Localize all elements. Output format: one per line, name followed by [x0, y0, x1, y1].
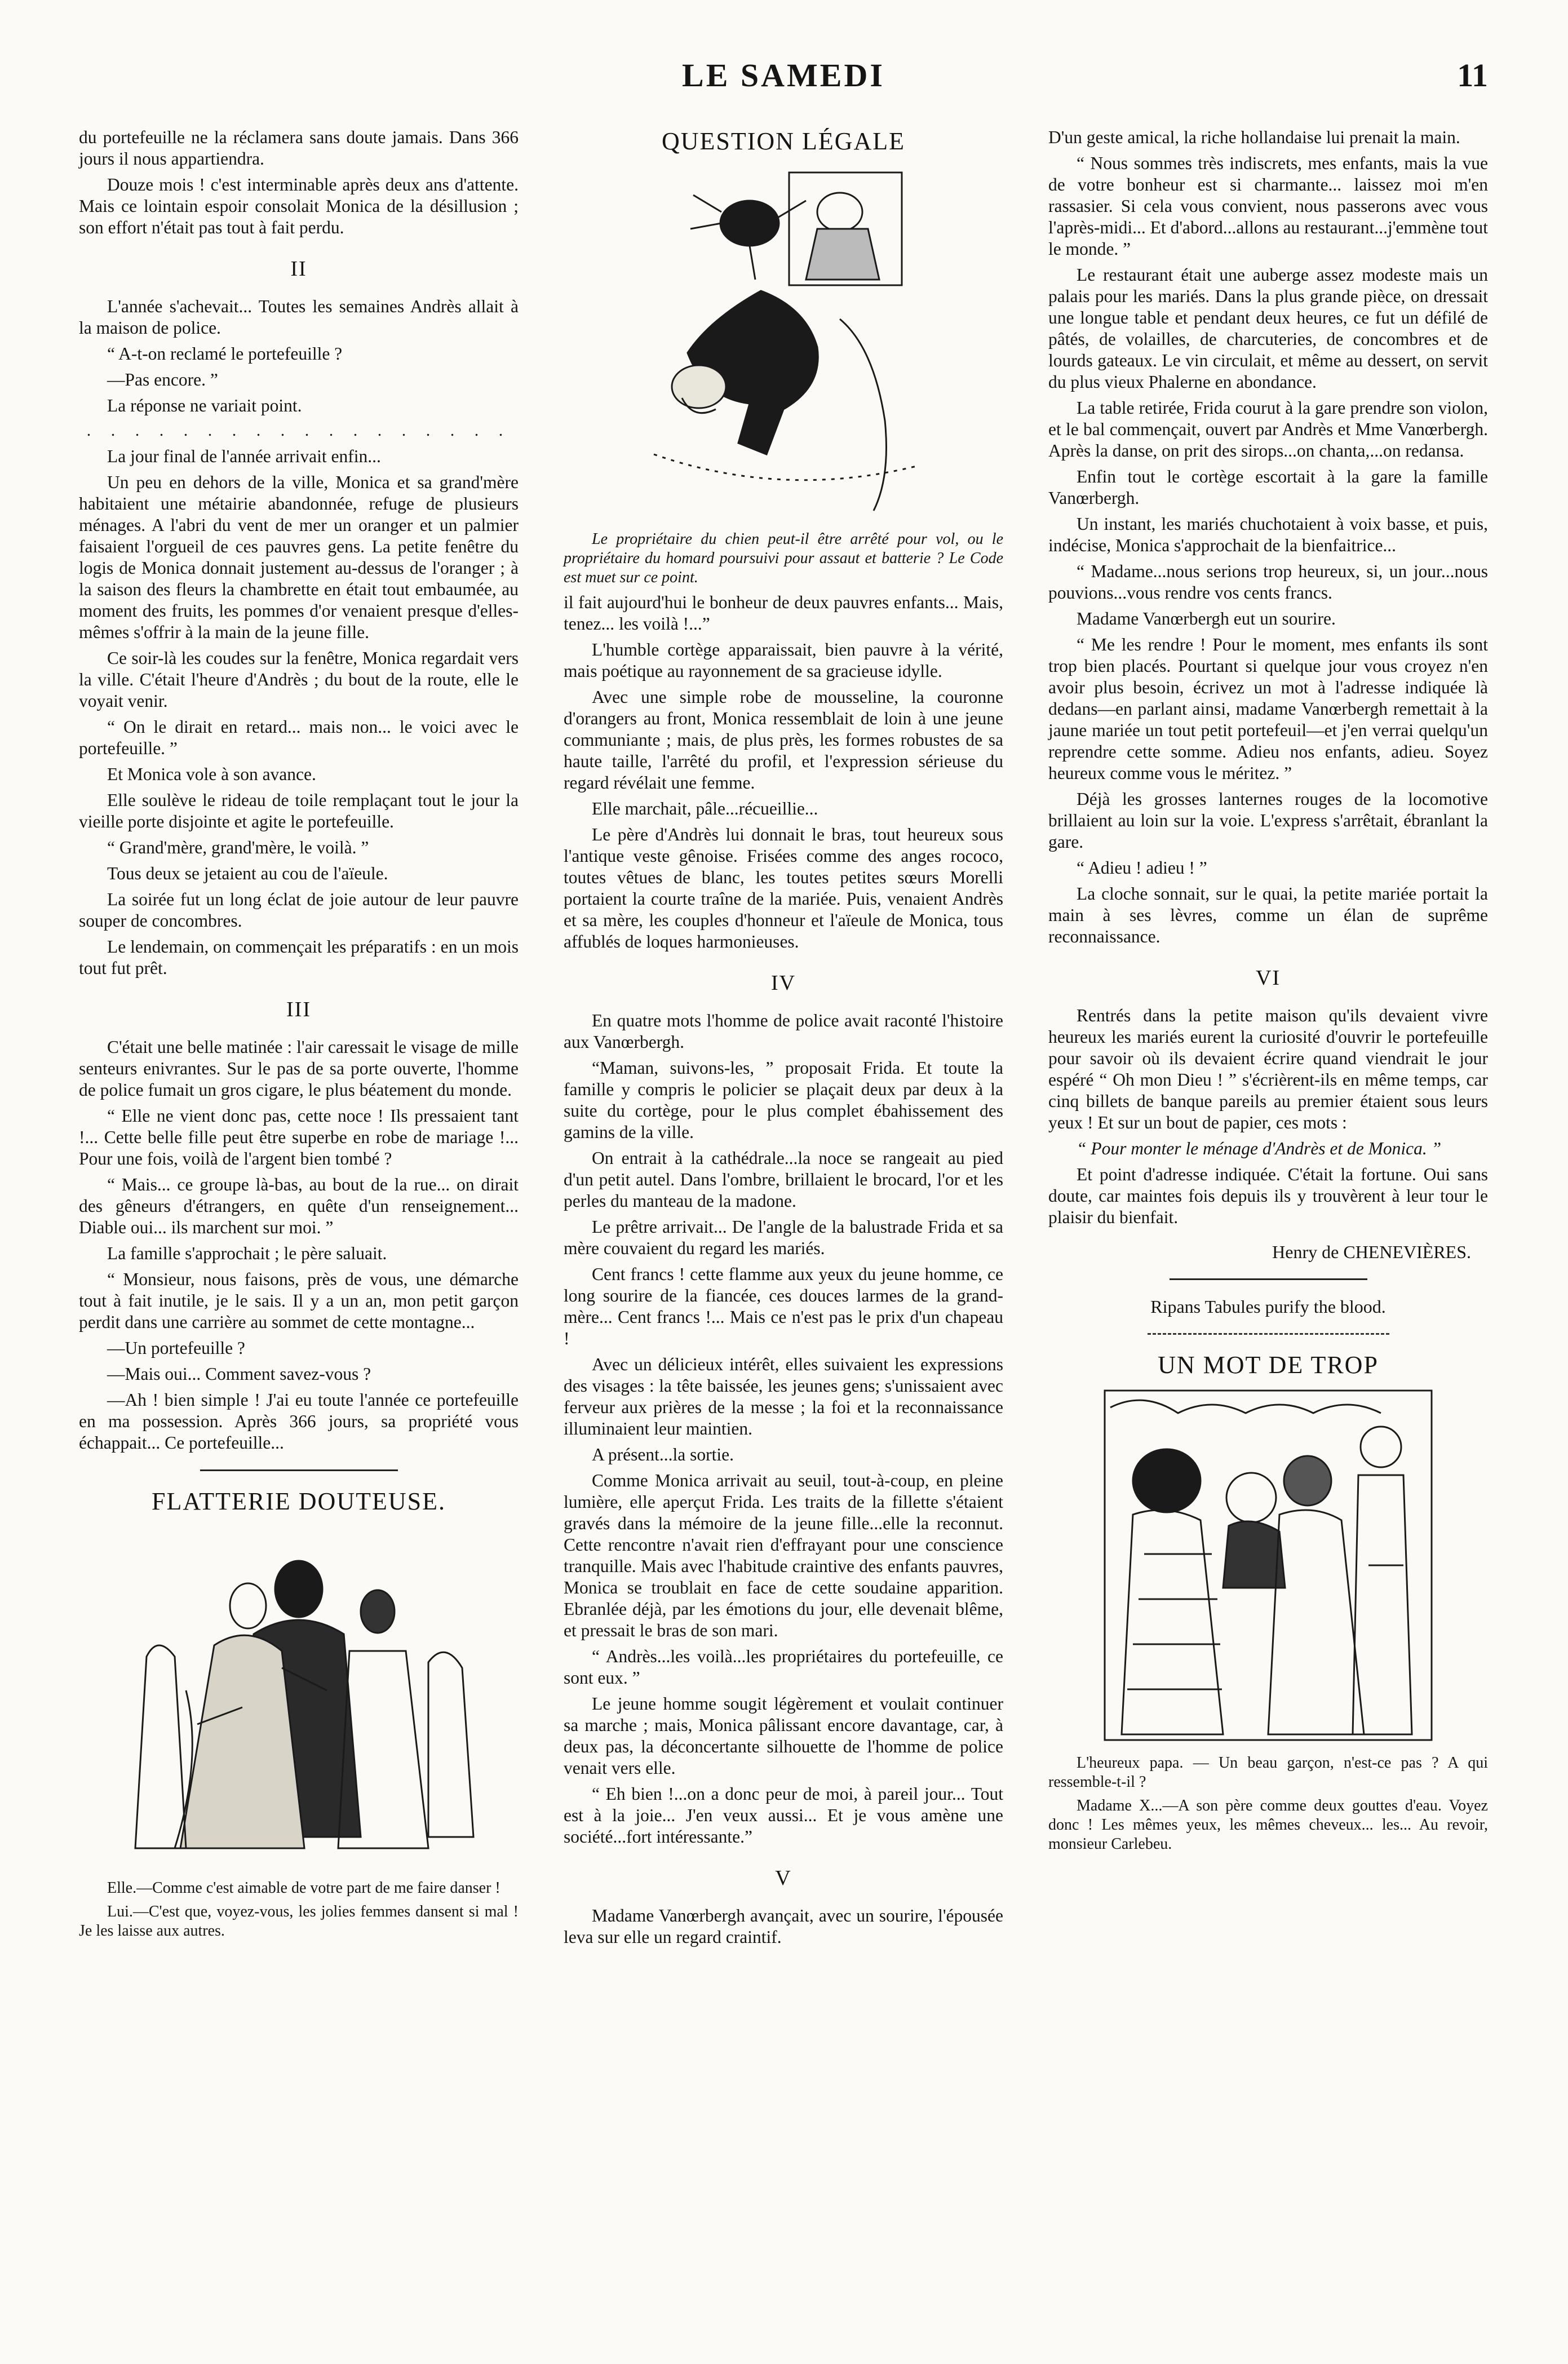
column-3	[1048, 127, 1488, 2296]
paragraph: du portefeuille ne la réclamera sans doute jamais. Dans 366 jours il nous appartiendra.	[79, 127, 519, 169]
flatterie-caption-lui: Lui.—C'est que, voyez-vous, les jolies femmes dansent si mal ! Je les laisse aux autres.	[79, 1903, 519, 1940]
paragraph: Le lendemain, on commençait les préparatifs : en un mois tout fut prêt.	[79, 937, 519, 978]
paragraph: La famille s'approchait ; le père saluait.	[107, 1243, 387, 1263]
paragraph: D'un geste amical, la riche hollandaise lui prenait la main.	[1048, 127, 1460, 147]
question-legale-caption: Le propriétaire du chien peut-il être arrêté pour vol, ou le propriétaire du homard poursuivi pour assaut et batterie ? Le Code est muet sur ce point.	[564, 530, 1003, 586]
paragraph: Madame Vanœrbergh avançait, avec un sourire, l'épousée leva sur elle un regard craintif.	[564, 1906, 1003, 1947]
paragraph: Elle soulève le rideau de toile remplaçant tout le jour la vieille porte disjointe et agite le portefeuille.	[79, 790, 519, 831]
paragraph: Avec un délicieux intérêt, elles suivaient les expressions des visages : la tête baissée, les jeunes gens; s'unissaient avec ferveur aux prières de la messe ; la foi et la reconnaissance illuminaient leur maintien.	[564, 1354, 1003, 1438]
paragraph: A présent...la sortie.	[592, 1445, 734, 1464]
paragraph: Cent francs ! cette flamme aux yeux du jeune homme, ce long sourire de la fiancée, ces douces larmes de la grand-mère... Cent francs !... Mais ce n'est pas le prix d'un chapeau !	[564, 1264, 1003, 1348]
mot-caption-madame: Madame X...—A son père comme deux gouttes d'eau. Voyez donc ! Les mêmes yeux, les mêmes cheveux... les... Au revoir, monsieur Carlebeu.	[1048, 1797, 1488, 1853]
flatterie-caption-elle: Elle.—Comme c'est aimable de votre part de me faire danser !	[107, 1879, 500, 1897]
column-1	[79, 127, 519, 2296]
paragraph: Le prêtre arrivait... De l'angle de la balustrade Frida et sa mère couvaient du regard les mariés.	[564, 1217, 1003, 1258]
paragraph: “ Madame...nous serions trop heureux, si, un jour...nous pouvions...vous rendre vos cents francs.	[1048, 561, 1488, 603]
section-heading-vi: VI	[1255, 966, 1281, 990]
paragraph: La réponse ne variait point.	[107, 396, 302, 415]
paragraph: Déjà les grosses lanternes rouges de la locomotive brillaient au loin sur la voie. L'express s'arrêtait, ébranlant la gare.	[1048, 789, 1488, 852]
paragraph: —Mais oui... Comment savez-vous ?	[107, 1364, 371, 1384]
flatterie-title: FLATTERIE DOUTEUSE.	[152, 1488, 446, 1515]
paragraph: “ Nous sommes très indiscrets, mes enfants, mais la vue de votre bonheur est si charmante... laissez moi m'en rassasier. Si cela vous convient, nous passerons avec vous l'après-midi... Et d'abord...allons au restaurant...j'emmène tout le monde. ”	[1048, 153, 1488, 259]
paragraph: “ Eh bien !...on a donc peur de moi, à pareil jour... Tout est à la joie... J'en veux aussi... Et je vous amène une société...fort intéressante.”	[564, 1784, 1003, 1847]
paragraph: “ Pour monter le ménage d'Andrès et de Monica. ”	[1077, 1139, 1442, 1158]
paragraph: —Un portefeuille ?	[107, 1338, 245, 1358]
paragraph: Elle marchait, pâle...récueillie...	[592, 799, 818, 818]
section-heading-iv: IV	[770, 971, 796, 995]
page-header	[79, 56, 1488, 130]
paragraph: La cloche sonnait, sur le quai, la petite mariée portait la main à ses lèvres, comme un élan de suprême reconnaissance.	[1048, 884, 1488, 946]
paragraph: “ Monsieur, nous faisons, près de vous, une démarche tout à fait inutile, je le sais. Il y a un an, mon petit garçon perdit dans une carrière au sommet de cette montagne...	[79, 1269, 519, 1332]
paragraph: “ A-t-on reclamé le portefeuille ?	[107, 344, 343, 364]
section-heading-iii: III	[286, 998, 311, 1021]
paragraph: Enfin tout le cortège escortait à la gare la famille Vanœrbergh.	[1048, 467, 1488, 508]
dog-lobster-illustration	[637, 161, 930, 522]
running-title: LE SAMEDI	[682, 57, 885, 94]
paragraph: Tous deux se jetaient au cou de l'aïeule.	[107, 864, 388, 883]
paragraph: Et Monica vole à son avance.	[107, 764, 316, 784]
paragraph: La soirée fut un long éclat de joie autour de leur pauvre souper de concombres.	[79, 889, 519, 931]
author-signature: Henry de CHENEVIÈRES.	[1272, 1242, 1471, 1262]
paragraph: Et point d'adresse indiquée. C'était la fortune. Oui sans doute, car maintes fois depuis ils y trouvèrent à leur tour le plaisir du bienfait.	[1048, 1165, 1488, 1227]
paragraph: Douze mois ! c'est interminable après deux ans d'attente. Mais ce lointain espoir consolait Monica de la désillusion ; son effort n'était pas tout à fait perdu.	[79, 175, 519, 237]
paragraph: Ce soir-là les coudes sur la fenêtre, Monica regardait vers la ville. C'était l'heure d'Andrès ; du bout de la route, elle le voyait venir.	[79, 648, 519, 711]
dancing-couples-illustration	[113, 1521, 485, 1871]
mot-de-trop-title: UN MOT DE TROP	[1158, 1351, 1379, 1379]
section-rule	[200, 1469, 398, 1471]
mot-caption-papa: L'heureux papa. — Un beau garçon, n'est-ce pas ? A qui ressemble-t-il ?	[1048, 1754, 1488, 1791]
paragraph: il fait aujourd'hui le bonheur de deux pauvres enfants... Mais, tenez... les voilà !...”	[564, 592, 1003, 634]
paragraph: Un instant, les mariés chuchotaient à voix basse, et puis, indécise, Monica s'approchait de la bienfaitrice...	[1048, 514, 1488, 555]
section-heading-ii: II	[290, 257, 307, 281]
paragraph: —Pas encore. ”	[107, 370, 218, 389]
paragraph: C'était une belle matinée : l'air caressait le visage de mille senteurs enivrantes. Sur le pas de sa porte ouverte, l'homme de police fumait un gros cigare, le plus béatement du monde.	[79, 1037, 519, 1100]
paragraph: “ Andrès...les voilà...les propriétaires du portefeuille, ce sont eux. ”	[564, 1646, 1003, 1688]
paragraph: Madame Vanœrbergh eut un sourire.	[1077, 609, 1336, 628]
question-legale-title: QUESTION LÉGALE	[661, 127, 906, 155]
paragraph: “ Grand'mère, grand'mère, le voilà. ”	[107, 838, 369, 857]
proud-father-illustration	[1099, 1385, 1437, 1746]
paragraph: L'humble cortège apparaissait, bien pauvre à la vérité, mais poétique au rayonnement de sa gracieuse idylle.	[564, 640, 1003, 681]
paragraph: Le père d'Andrès lui donnait le bras, tout heureux sous l'antique veste gênoise. Frisées comme des anges rococo, toutes vêtues de blanc, les toutes petites sœurs Morelli portaient la courte traîne de la mariée. Puis, venaient Andrès et sa mère, les couples d'honneur et l'aïeule de Monica, tous affublés de loques harmonieuses.	[564, 825, 1003, 951]
paragraph: Le jeune homme sougit légèrement et voulait continuer sa marche ; mais, Monica pâlissant encore davantage, car, à deux pas, la déconcertante silhouette de l'homme de police venait vers elle.	[564, 1694, 1003, 1778]
paragraph: Un peu en dehors de la ville, Monica et sa grand'mère habitaient une métairie abandonnée, refuge de plusieurs ménages. A l'abri du vent de mer un oranger et un palmier faisaient l'orgueil de ces pauvres gens. La petite fenêtre du logis de Monica donnait justement au-dessus de l'oranger ; à la saison des fleurs la chambrette en était tout embaumée, au moment des fruits, les pommes d'or venaient presque d'elles-mêmes s'offrir à la main de la jeune fille.	[79, 472, 519, 642]
page-number: 11	[1457, 57, 1488, 94]
paragraph: La jour final de l'année arrivait enfin...	[107, 446, 381, 466]
paragraph: —Ah ! bien simple ! J'ai eu toute l'année ce portefeuille en ma possession. Après 366 jours, sa propriété vous échappait... Ce portefeuille...	[79, 1390, 519, 1453]
paragraph: L'année s'achevait... Toutes les semaines Andrès allait à la maison de police.	[79, 296, 519, 338]
column-2	[564, 127, 1003, 2296]
paragraph: La table retirée, Frida courut à la gare prendre son violon, et le bal commençait, ouvert par Andrès et Mme Vanœrbergh. Après la danse, on prit des sirops...on chanta,...on redansa.	[1048, 398, 1488, 461]
section-heading-v: V	[775, 1866, 792, 1890]
paragraph: “ Adieu ! adieu ! ”	[1077, 858, 1207, 878]
paragraph: “ Me les rendre ! Pour le moment, mes enfants ils sont trop bien placés. Pourtant si quelque jour vous croyez n'en avoir plus besoin, écrivez un mot à l'adresse indiquée là dedans—en parlant ainsi, madame Vanœrbergh remettait à la jaune mariée un tout petit portefeuil—et j'en verrai quelqu'un reprendre cette somme. Adieu nos enfants, adieu. Soyez heureux comme vous le méritez. ”	[1048, 635, 1488, 783]
paragraph: Le restaurant était une auberge assez modeste mais un palais pour les mariés. Dans la plus grande pièce, on dressait une longue table et pendant deux heures, ce fut un défilé de pâtés, de volailles, de charcuteries, de concombres et de lourds gateaux. Le vin circulait, et même au dessert, on servit du plus vieux Phalerne en abondance.	[1048, 265, 1488, 392]
paragraph: On entrait à la cathédrale...la noce se rangeait au pied d'un petit autel. Dans l'ombre, brillaient le brocard, l'or et les perles du manteau de la madone.	[564, 1148, 1003, 1211]
section-rule	[1170, 1278, 1367, 1280]
dotted-separator: . . . . . . . . . . . . . . . . . .	[86, 421, 511, 440]
paragraph: Avec une simple robe de mousseline, la couronne d'orangers au front, Monica ressemblait de loin à une jeune communiante ; mais, de plus près, les formes robustes de sa haute taille, l'arrêté du profil, et l'expression sérieuse du regard révélait une femme.	[564, 687, 1003, 793]
paragraph: “Maman, suivons-les, ” proposait Frida. Et toute la famille y compris le policier se plaçait deux par deux à la suite du cortège, pour le plus complet ébahissement des gamins de la ville.	[564, 1058, 1003, 1142]
dashed-rule	[1148, 1333, 1389, 1335]
paragraph: En quatre mots l'homme de police avait raconté l'histoire aux Vanœrbergh.	[564, 1011, 1003, 1052]
paragraph: “ Mais... ce groupe là-bas, au bout de la rue... on dirait des gêneurs d'étrangers, en quête d'un renseignement... Diable oui... ils marchent sur moi. ”	[79, 1175, 519, 1237]
paragraph: “ On le dirait en retard... mais non... le voici avec le portefeuille. ”	[79, 717, 519, 758]
advertisement: Ripans Tabules purify the blood.	[1150, 1296, 1386, 1317]
paragraph: Rentrés dans la petite maison qu'ils devaient vivre heureux les mariés eurent la curiosité d'ouvrir le portefeuille pour savoir où ils devaient écrire quand viendrait le jour espéré “ Oh mon Dieu ! ” s'écrièrent-ils en même temps, car cinq billets de banque pareils au premier étaient sous leurs yeux ! Et sur un bout de papier, ces mots :	[1048, 1006, 1488, 1132]
paragraph: Comme Monica arrivait au seuil, tout-à-coup, en pleine lumière, elle aperçut Frida. Les traits de la fillette s'étaient gravés dans la mémoire de la jeune fille...elle la reconnut. Cette rencontre n'avait rien d'effrayant pour une conscience tranquille. Mais avec l'habitude craintive des enfants pauvres, Monica se troublait en face de cette soudaine apparition. Ebranlée déjà, par les émotions du jour, elle devenait blême, et pressait le bras de son mari.	[564, 1471, 1003, 1640]
paragraph: “ Elle ne vient donc pas, cette noce ! Ils pressaient tant !... Cette belle fille peut être superbe en robe de mariage !... Pour une fois, voilà de l'argent bien tombé ?	[79, 1106, 519, 1168]
